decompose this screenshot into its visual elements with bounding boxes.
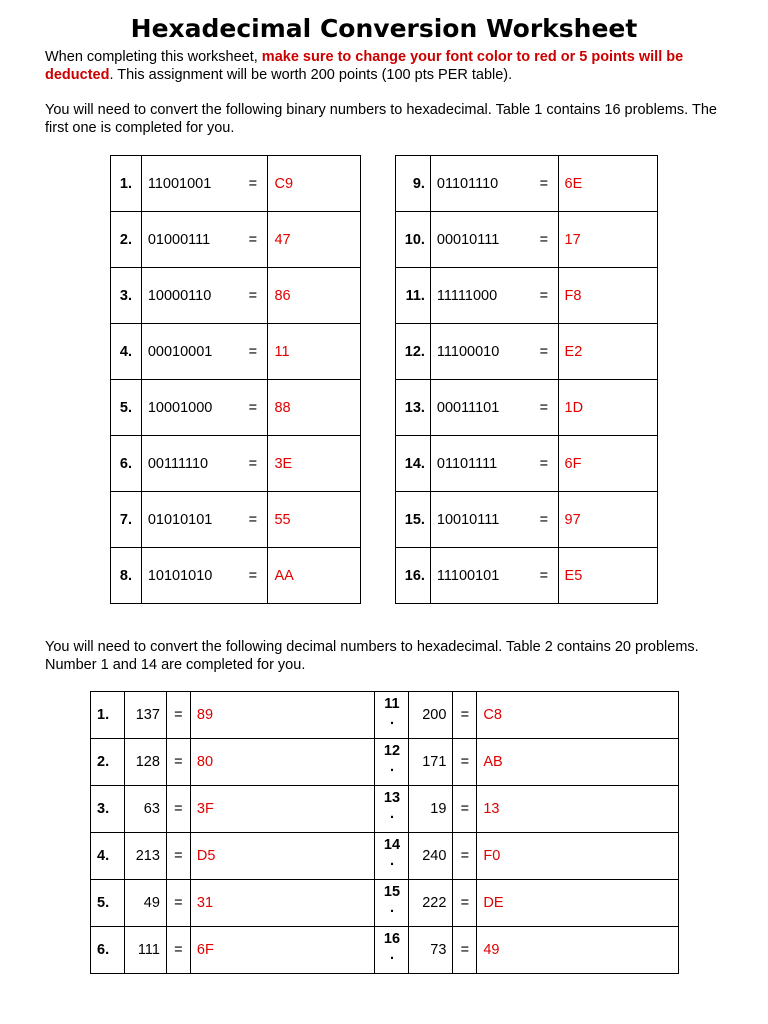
binary-value: 00011101 [430, 380, 530, 436]
equals-sign: = [238, 548, 268, 604]
equals-sign: = [238, 380, 268, 436]
binary-value: 10000110 [141, 268, 238, 324]
equals-sign: = [238, 436, 268, 492]
decimal-value: 128 [124, 739, 166, 786]
equals-sign: = [166, 739, 190, 786]
hex-answer[interactable]: 31 [190, 880, 375, 927]
table-row [91, 833, 679, 880]
problem-number: 2. [91, 739, 125, 786]
equals-sign: = [530, 548, 558, 604]
problem-number: 9. [396, 156, 431, 212]
problem-number-period: . [389, 712, 394, 728]
hex-answer[interactable]: 6F [558, 436, 657, 492]
equals-sign: = [530, 436, 558, 492]
problem-number: 1. [91, 692, 125, 739]
table-row [111, 380, 361, 436]
binary-value: 00010111 [430, 212, 530, 268]
problem-number: 1. [111, 156, 142, 212]
binary-table-left [110, 155, 361, 604]
hex-answer[interactable]: E5 [558, 548, 657, 604]
binary-value: 10001000 [141, 380, 238, 436]
problem-number-period: . [389, 759, 394, 775]
table-row [396, 156, 658, 212]
problem-number: 14. [396, 436, 431, 492]
binary-value: 11111000 [430, 268, 530, 324]
binary-table-right [395, 155, 658, 604]
hex-answer[interactable]: 3F [190, 786, 375, 833]
decimal-value: 200 [409, 692, 453, 739]
problem-number: 4. [91, 833, 125, 880]
table-row [91, 786, 679, 833]
equals-sign: = [530, 212, 558, 268]
problem-number [375, 880, 409, 927]
intro-text-end: . This assignment will be worth 200 points (100 pts PER table). [109, 67, 513, 83]
problem-number: 6. [91, 927, 125, 974]
decimal-table [90, 691, 679, 974]
hex-answer[interactable]: AA [268, 548, 361, 604]
hex-answer[interactable]: 6E [558, 156, 657, 212]
intro-text: When completing this worksheet, [45, 49, 262, 65]
problem-number-digits: 11 [384, 696, 400, 712]
equals-sign: = [530, 268, 558, 324]
problem-number: 16. [396, 548, 431, 604]
hex-answer[interactable]: 97 [558, 492, 657, 548]
problem-number [375, 739, 409, 786]
hex-answer[interactable]: F8 [558, 268, 657, 324]
problem-number: 3. [91, 786, 125, 833]
problem-number: 6. [111, 436, 142, 492]
equals-sign: = [238, 156, 268, 212]
hex-answer[interactable]: 80 [190, 739, 375, 786]
equals-sign: = [453, 786, 477, 833]
equals-sign: = [453, 833, 477, 880]
problem-number-digits: 16 [383, 931, 401, 947]
hex-answer[interactable]: 47 [268, 212, 361, 268]
problem-number: 7. [111, 492, 142, 548]
equals-sign: = [238, 492, 268, 548]
hex-answer[interactable]: 11 [268, 324, 361, 380]
table-row [91, 880, 679, 927]
hex-answer[interactable]: 6F [190, 927, 375, 974]
equals-sign: = [166, 786, 190, 833]
decimal-value: 63 [124, 786, 166, 833]
problem-number: 4. [111, 324, 142, 380]
hex-answer[interactable]: D5 [190, 833, 375, 880]
hex-answer[interactable]: 88 [268, 380, 361, 436]
decimal-value: 111 [124, 927, 166, 974]
problem-number: 10. [396, 212, 431, 268]
problem-number-period: . [389, 806, 394, 822]
table-row [111, 268, 361, 324]
table-row [91, 739, 679, 786]
binary-value: 01010101 [141, 492, 238, 548]
equals-sign: = [530, 380, 558, 436]
table-row [396, 212, 658, 268]
problem-number-period: . [389, 947, 394, 963]
equals-sign: = [238, 324, 268, 380]
hex-answer[interactable]: 55 [268, 492, 361, 548]
equals-sign: = [453, 880, 477, 927]
equals-sign: = [453, 739, 477, 786]
table-row [91, 692, 679, 739]
equals-sign: = [453, 692, 477, 739]
table-row [111, 436, 361, 492]
equals-sign: = [166, 880, 190, 927]
problem-number [375, 833, 409, 880]
hex-answer[interactable]: DE [477, 880, 679, 927]
table-row [111, 324, 361, 380]
problem-number-digits: 14 [383, 837, 401, 853]
table-row [111, 492, 361, 548]
binary-value: 10101010 [141, 548, 238, 604]
problem-number: 3. [111, 268, 142, 324]
hex-answer[interactable]: 49 [477, 927, 679, 974]
instructions-table-1: You will need to convert the following binary numbers to hexadecimal. Table 1 contains 16 problems. The first one is completed for you. [45, 102, 717, 136]
binary-value: 11100010 [430, 324, 530, 380]
decimal-value: 240 [409, 833, 453, 880]
binary-value: 11001001 [141, 156, 238, 212]
problem-number [375, 692, 409, 739]
problem-number: 15. [396, 492, 431, 548]
hex-answer[interactable]: 86 [268, 268, 361, 324]
table-row [91, 927, 679, 974]
instructions-table-2: You will need to convert the following decimal numbers to hexadecimal. Table 2 contains 20 problems. Number 1 and 14 are completed for you. [45, 639, 699, 673]
decimal-value: 171 [409, 739, 453, 786]
binary-value: 00010001 [141, 324, 238, 380]
problem-number: 5. [91, 880, 125, 927]
table-row [396, 380, 658, 436]
problem-number-digits: 15 [383, 884, 401, 900]
equals-sign: = [453, 927, 477, 974]
decimal-value: 49 [124, 880, 166, 927]
hex-answer[interactable]: 3E [268, 436, 361, 492]
problem-number-period: . [389, 853, 394, 869]
problem-number-digits: 12 [383, 743, 401, 759]
intro-paragraph [45, 48, 725, 84]
table-row [111, 212, 361, 268]
hex-answer[interactable]: 89 [190, 692, 375, 739]
problem-number: 12. [396, 324, 431, 380]
decimal-value: 222 [409, 880, 453, 927]
binary-value: 01000111 [141, 212, 238, 268]
binary-value: 00111110 [141, 436, 238, 492]
page-title: Hexadecimal Conversion Worksheet [130, 14, 638, 43]
binary-value: 01101110 [430, 156, 530, 212]
hex-answer[interactable]: C8 [477, 692, 679, 739]
binary-value: 10010111 [430, 492, 530, 548]
hex-answer[interactable]: 17 [558, 212, 657, 268]
binary-value: 01101111 [430, 436, 530, 492]
intro-warning: make sure to change your font color to red or 5 points will be deducted [45, 49, 684, 83]
hex-answer[interactable]: AB [477, 739, 679, 786]
equals-sign: = [530, 324, 558, 380]
problem-number-digits: 13 [383, 790, 401, 806]
table-row [111, 548, 361, 604]
problem-number: 2. [111, 212, 142, 268]
problem-number [375, 927, 409, 974]
hex-answer[interactable]: 13 [477, 786, 679, 833]
problem-number-period: . [389, 900, 394, 916]
table-row [396, 492, 658, 548]
table-row [396, 548, 658, 604]
problem-number [375, 786, 409, 833]
problem-number: 5. [111, 380, 142, 436]
table-row [396, 436, 658, 492]
hex-answer[interactable]: E2 [558, 324, 657, 380]
equals-sign: = [238, 268, 268, 324]
binary-value: 11100101 [430, 548, 530, 604]
decimal-value: 137 [124, 692, 166, 739]
equals-sign: = [530, 156, 558, 212]
problem-number: 11. [396, 268, 431, 324]
equals-sign: = [166, 833, 190, 880]
decimal-value: 213 [124, 833, 166, 880]
problem-number: 8. [111, 548, 142, 604]
table-row [396, 268, 658, 324]
equals-sign: = [166, 692, 190, 739]
decimal-value: 19 [409, 786, 453, 833]
equals-sign: = [530, 492, 558, 548]
hex-answer[interactable]: 1D [558, 380, 657, 436]
equals-sign: = [166, 927, 190, 974]
table-row [396, 324, 658, 380]
table-row [111, 156, 361, 212]
hex-answer[interactable]: F0 [477, 833, 679, 880]
hex-answer[interactable]: C9 [268, 156, 361, 212]
problem-number: 13. [396, 380, 431, 436]
decimal-value: 73 [409, 927, 453, 974]
equals-sign: = [238, 212, 268, 268]
